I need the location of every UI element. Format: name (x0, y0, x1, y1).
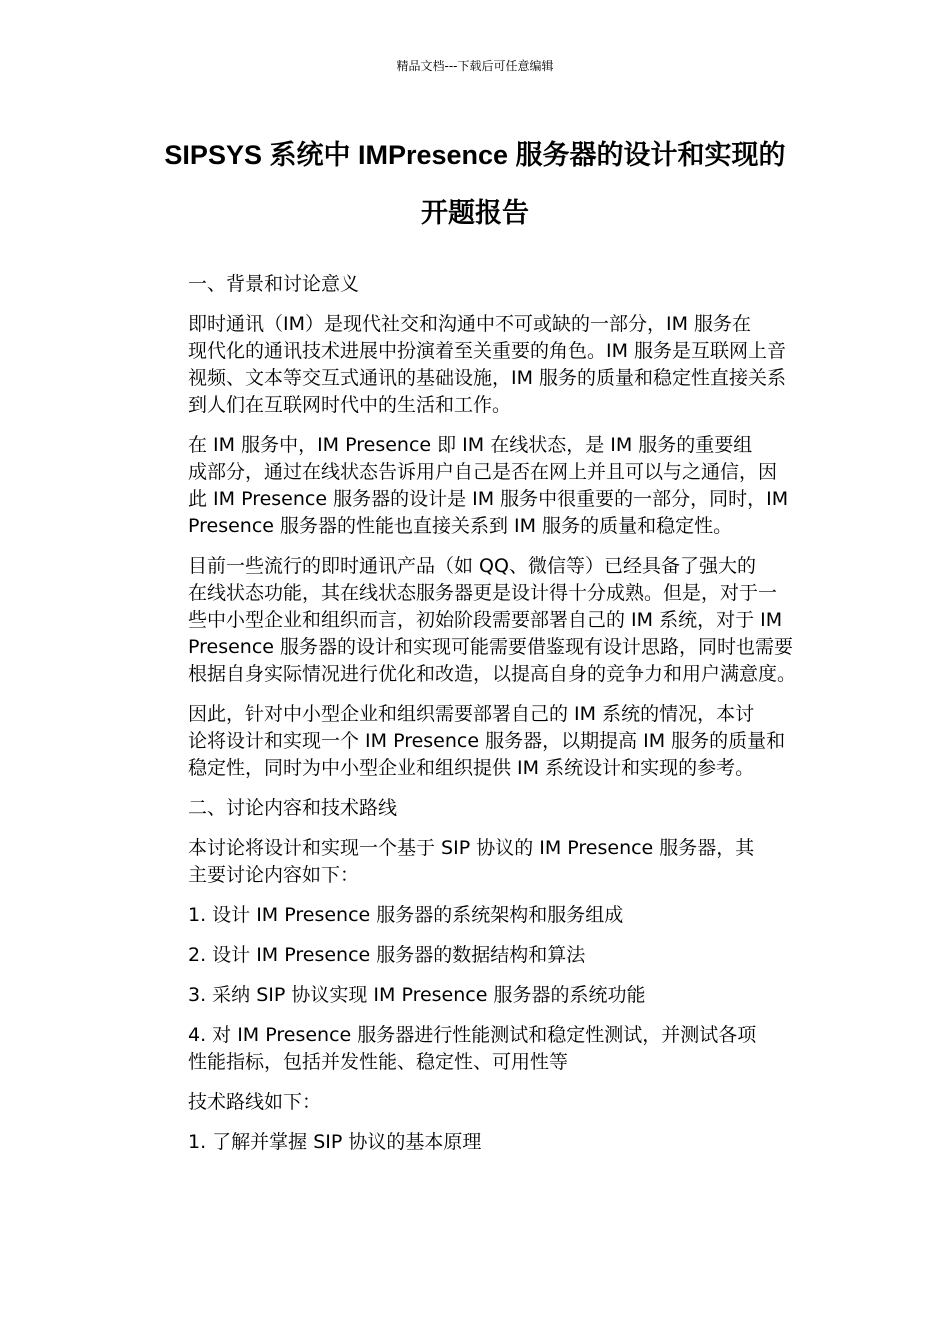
paragraph (144, 982, 808, 1009)
paragraph-line: 主要讨论内容如下： (188, 864, 360, 886)
paragraph (144, 1089, 808, 1116)
paragraph (144, 553, 808, 688)
paragraph-line: 稳定性，同时为中小型企业和组织提供 IM 系统设计和实现的参考。 (188, 757, 755, 779)
paragraph-line: 本讨论将设计和实现一个基于 SIP 协议的 IM Presence 服务器，其 (188, 837, 755, 859)
page-header: 精品文档---下载后可任意编辑 (396, 59, 554, 73)
paragraph-line: 因此，针对中小型企业和组织需要部署自己的 IM 系统的情况，本讨 (188, 703, 755, 725)
document-body (144, 271, 808, 1169)
document-title-line-2: 开题报告 (421, 198, 529, 228)
paragraph-line: 论将设计和实现一个 IM Presence 服务器，以期提高 IM 服务的质量和 (188, 730, 786, 752)
paragraph-line: 在 IM 服务中，IM Presence 即 IM 在线状态，是 IM 服务的重要组 (188, 434, 753, 456)
paragraph (144, 902, 808, 929)
paragraph (144, 311, 808, 419)
paragraph-line: 此 IM Presence 服务器的设计是 IM 服务中很重要的一部分，同时，IM (188, 488, 789, 510)
paragraph-line: 成部分，通过在线状态告诉用户自己是否在网上并且可以与之通信，因 (188, 461, 778, 483)
paragraph (144, 1129, 808, 1156)
paragraph-line: 即时通讯（IM）是现代社交和沟通中不可或缺的一部分，IM 服务在 (188, 313, 752, 335)
paragraph-line: 在线状态功能，其在线状态服务器更是设计得十分成熟。但是，对于一 (188, 582, 778, 604)
paragraph-line: 1. 设计 IM Presence 服务器的系统架构和服务组成 (188, 904, 624, 926)
paragraph (144, 1022, 808, 1076)
paragraph (144, 942, 808, 969)
paragraph (144, 432, 808, 540)
paragraph-line: 目前一些流行的即时通讯产品（如 QQ、微信等）已经具备了强大的 (188, 555, 756, 577)
paragraph-line: 3. 采纳 SIP 协议实现 IM Presence 服务器的系统功能 (188, 984, 646, 1006)
paragraph-line: 2. 设计 IM Presence 服务器的数据结构和算法 (188, 944, 586, 966)
paragraph-line: Presence 服务器的设计和实现可能需要借鉴现有设计思路，同时也需要 (188, 636, 794, 658)
paragraph (144, 701, 808, 782)
paragraph-line: 现代化的通讯技术进展中扮演着至关重要的角色。IM 服务是互联网上音 (188, 340, 787, 362)
paragraph-line: 性能指标，包括并发性能、稳定性、可用性等 (188, 1051, 569, 1073)
paragraph-line: 一、背景和讨论意义 (188, 273, 360, 295)
paragraph-line: 根据自身实际情况进行优化和改造，以提高自身的竞争力和用户满意度。 (188, 663, 797, 685)
paragraph-line: 4. 对 IM Presence 服务器进行性能测试和稳定性测试，并测试各项 (188, 1024, 757, 1046)
paragraph-line: 技术路线如下： (188, 1091, 322, 1113)
paragraph-line: Presence 服务器的性能也直接关系到 IM 服务的质量和稳定性。 (188, 515, 733, 537)
paragraph (144, 835, 808, 889)
paragraph-line: 些中小型企业和组织而言，初始阶段需要部署自己的 IM 系统，对于 IM (188, 609, 783, 631)
paragraph-line: 二、讨论内容和技术路线 (188, 797, 398, 819)
paragraph-line: 到人们在互联网时代中的生活和工作。 (188, 394, 512, 416)
document-title-line-1: SIPSYS 系统中 IMPresence 服务器的设计和实现的 (164, 140, 786, 170)
paragraph-line: 1. 了解并掌握 SIP 协议的基本原理 (188, 1131, 482, 1153)
paragraph (144, 271, 808, 298)
paragraph (144, 795, 808, 822)
paragraph-line: 视频、文本等交互式通讯的基础设施，IM 服务的质量和稳定性直接关系 (188, 367, 787, 389)
